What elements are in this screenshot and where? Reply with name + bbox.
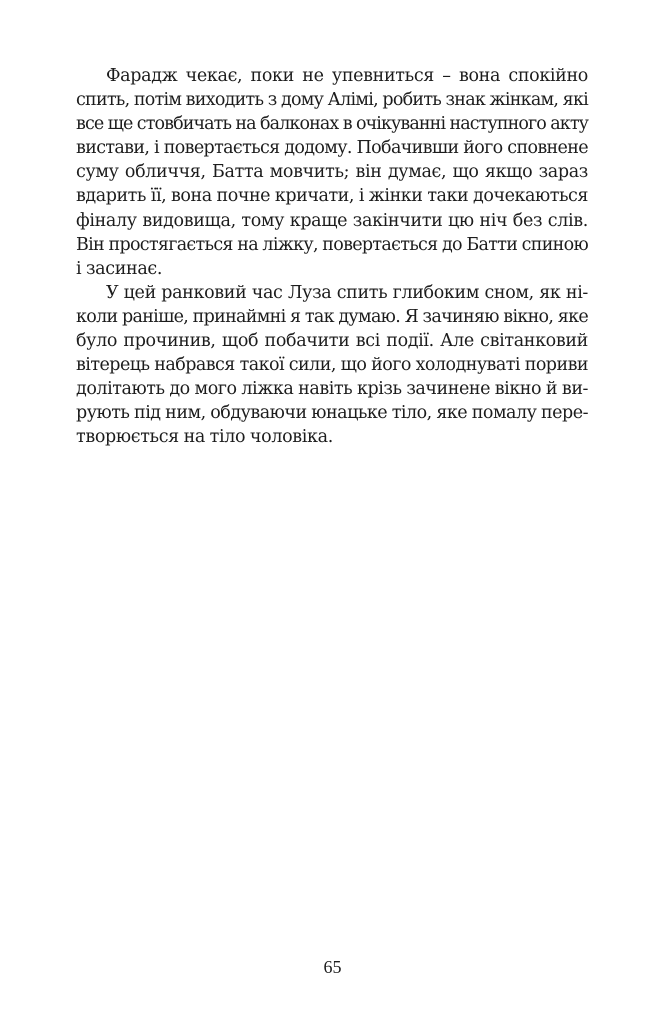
paragraph-line: вдарить її, вона почне кричати, і жінки таки дочекаються — [76, 186, 588, 207]
paragraph-line: У цей ранковий час Луза спить глибоким сном, як ні- — [106, 282, 588, 303]
body-text — [76, 64, 588, 450]
paragraph-line: коли раніше, принаймні я так думаю. Я зачиняю вікно, яке — [76, 306, 588, 327]
paragraph-line: Фарадж чекає, поки не упевниться – вона спокійно — [106, 66, 588, 86]
paragraph-1 — [76, 64, 588, 281]
paragraph-line: суму обличчя, Батта мовчить; він думає, що якщо зараз — [76, 162, 588, 183]
paragraph-line: вітерець набрався такої сили, що його холоднуваті пориви — [76, 355, 588, 376]
paragraph-line: долітають до мого ліжка навіть крізь зачинене вікно й ви- — [76, 379, 588, 400]
paragraph-line: вистави, і повертається додому. Побачивши його сповнене — [76, 138, 588, 159]
paragraph-line: рують під ним, обдуваючи юнацьке тіло, яке помалу пере- — [76, 403, 588, 424]
paragraph-line: творюється на тіло чоловіка. — [76, 427, 333, 448]
paragraph-line: спить, потім виходить з дому Алімі, робить знак жінкам, які — [76, 90, 588, 111]
paragraph-line: Він простягається на ліжку, повертається до Батти спиною — [76, 234, 588, 255]
paragraph-line: все ще стовбичать на балконах в очікуванні наступного акту — [76, 114, 588, 135]
page-number: 65 — [323, 957, 342, 977]
paragraph-line: і засинає. — [76, 258, 163, 279]
paragraph-line: було прочинив, щоб побачити всі події. Але світанковий — [76, 331, 588, 352]
paragraph-line: фіналу видовища, тому краще закінчити цю ніч без слів. — [76, 210, 588, 231]
paragraph-2 — [76, 281, 588, 450]
